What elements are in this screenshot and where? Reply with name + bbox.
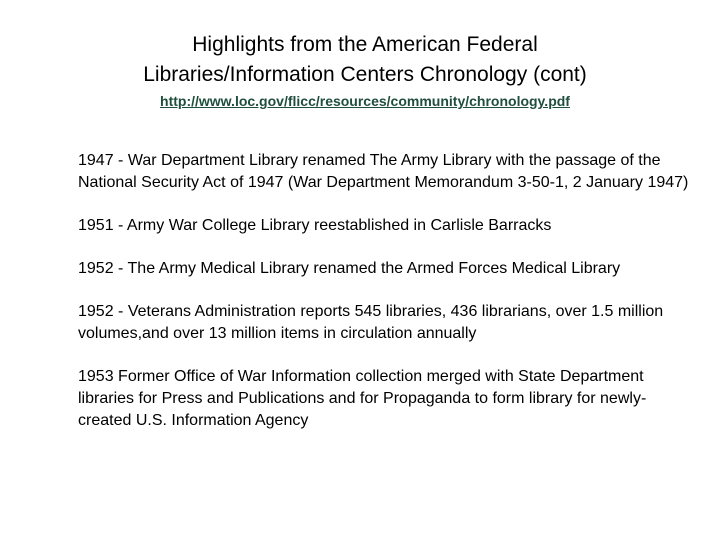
chronology-entry-1947: 1947 - War Department Library renamed The Army Library with the passage of the National Security Act of 1947 (War Department Memorandum 3-50-1, 2 January 1947) [78,152,689,191]
source-url-link[interactable]: http://www.loc.gov/flicc/resources/community/chronology.pdf [160,93,570,109]
slide-title [40,30,690,90]
chronology-list [78,150,698,453]
chronology-entry-1952-veterans: 1952 - Veterans Administration reports 545 libraries, 436 librarians, over 1.5 million volumes,and over 13 million items in circulation annually [78,303,664,342]
chronology-entry-1951: 1951 - Army War College Library reestablished in Carlisle Barracks [78,217,552,234]
slide-title-line-2: Libraries/Information Centers Chronology (cont) [143,63,587,86]
slide-title-line-1: Highlights from the American Federal [192,33,538,56]
chronology-entry-1953: 1953 Former Office of War Information collection merged with State Department libraries for Press and Publications and for Propaganda to form library for newly-created U.S. Information Agency [78,368,647,429]
chronology-entry-1952-medical: 1952 - The Army Medical Library renamed the Armed Forces Medical Library [78,260,621,277]
